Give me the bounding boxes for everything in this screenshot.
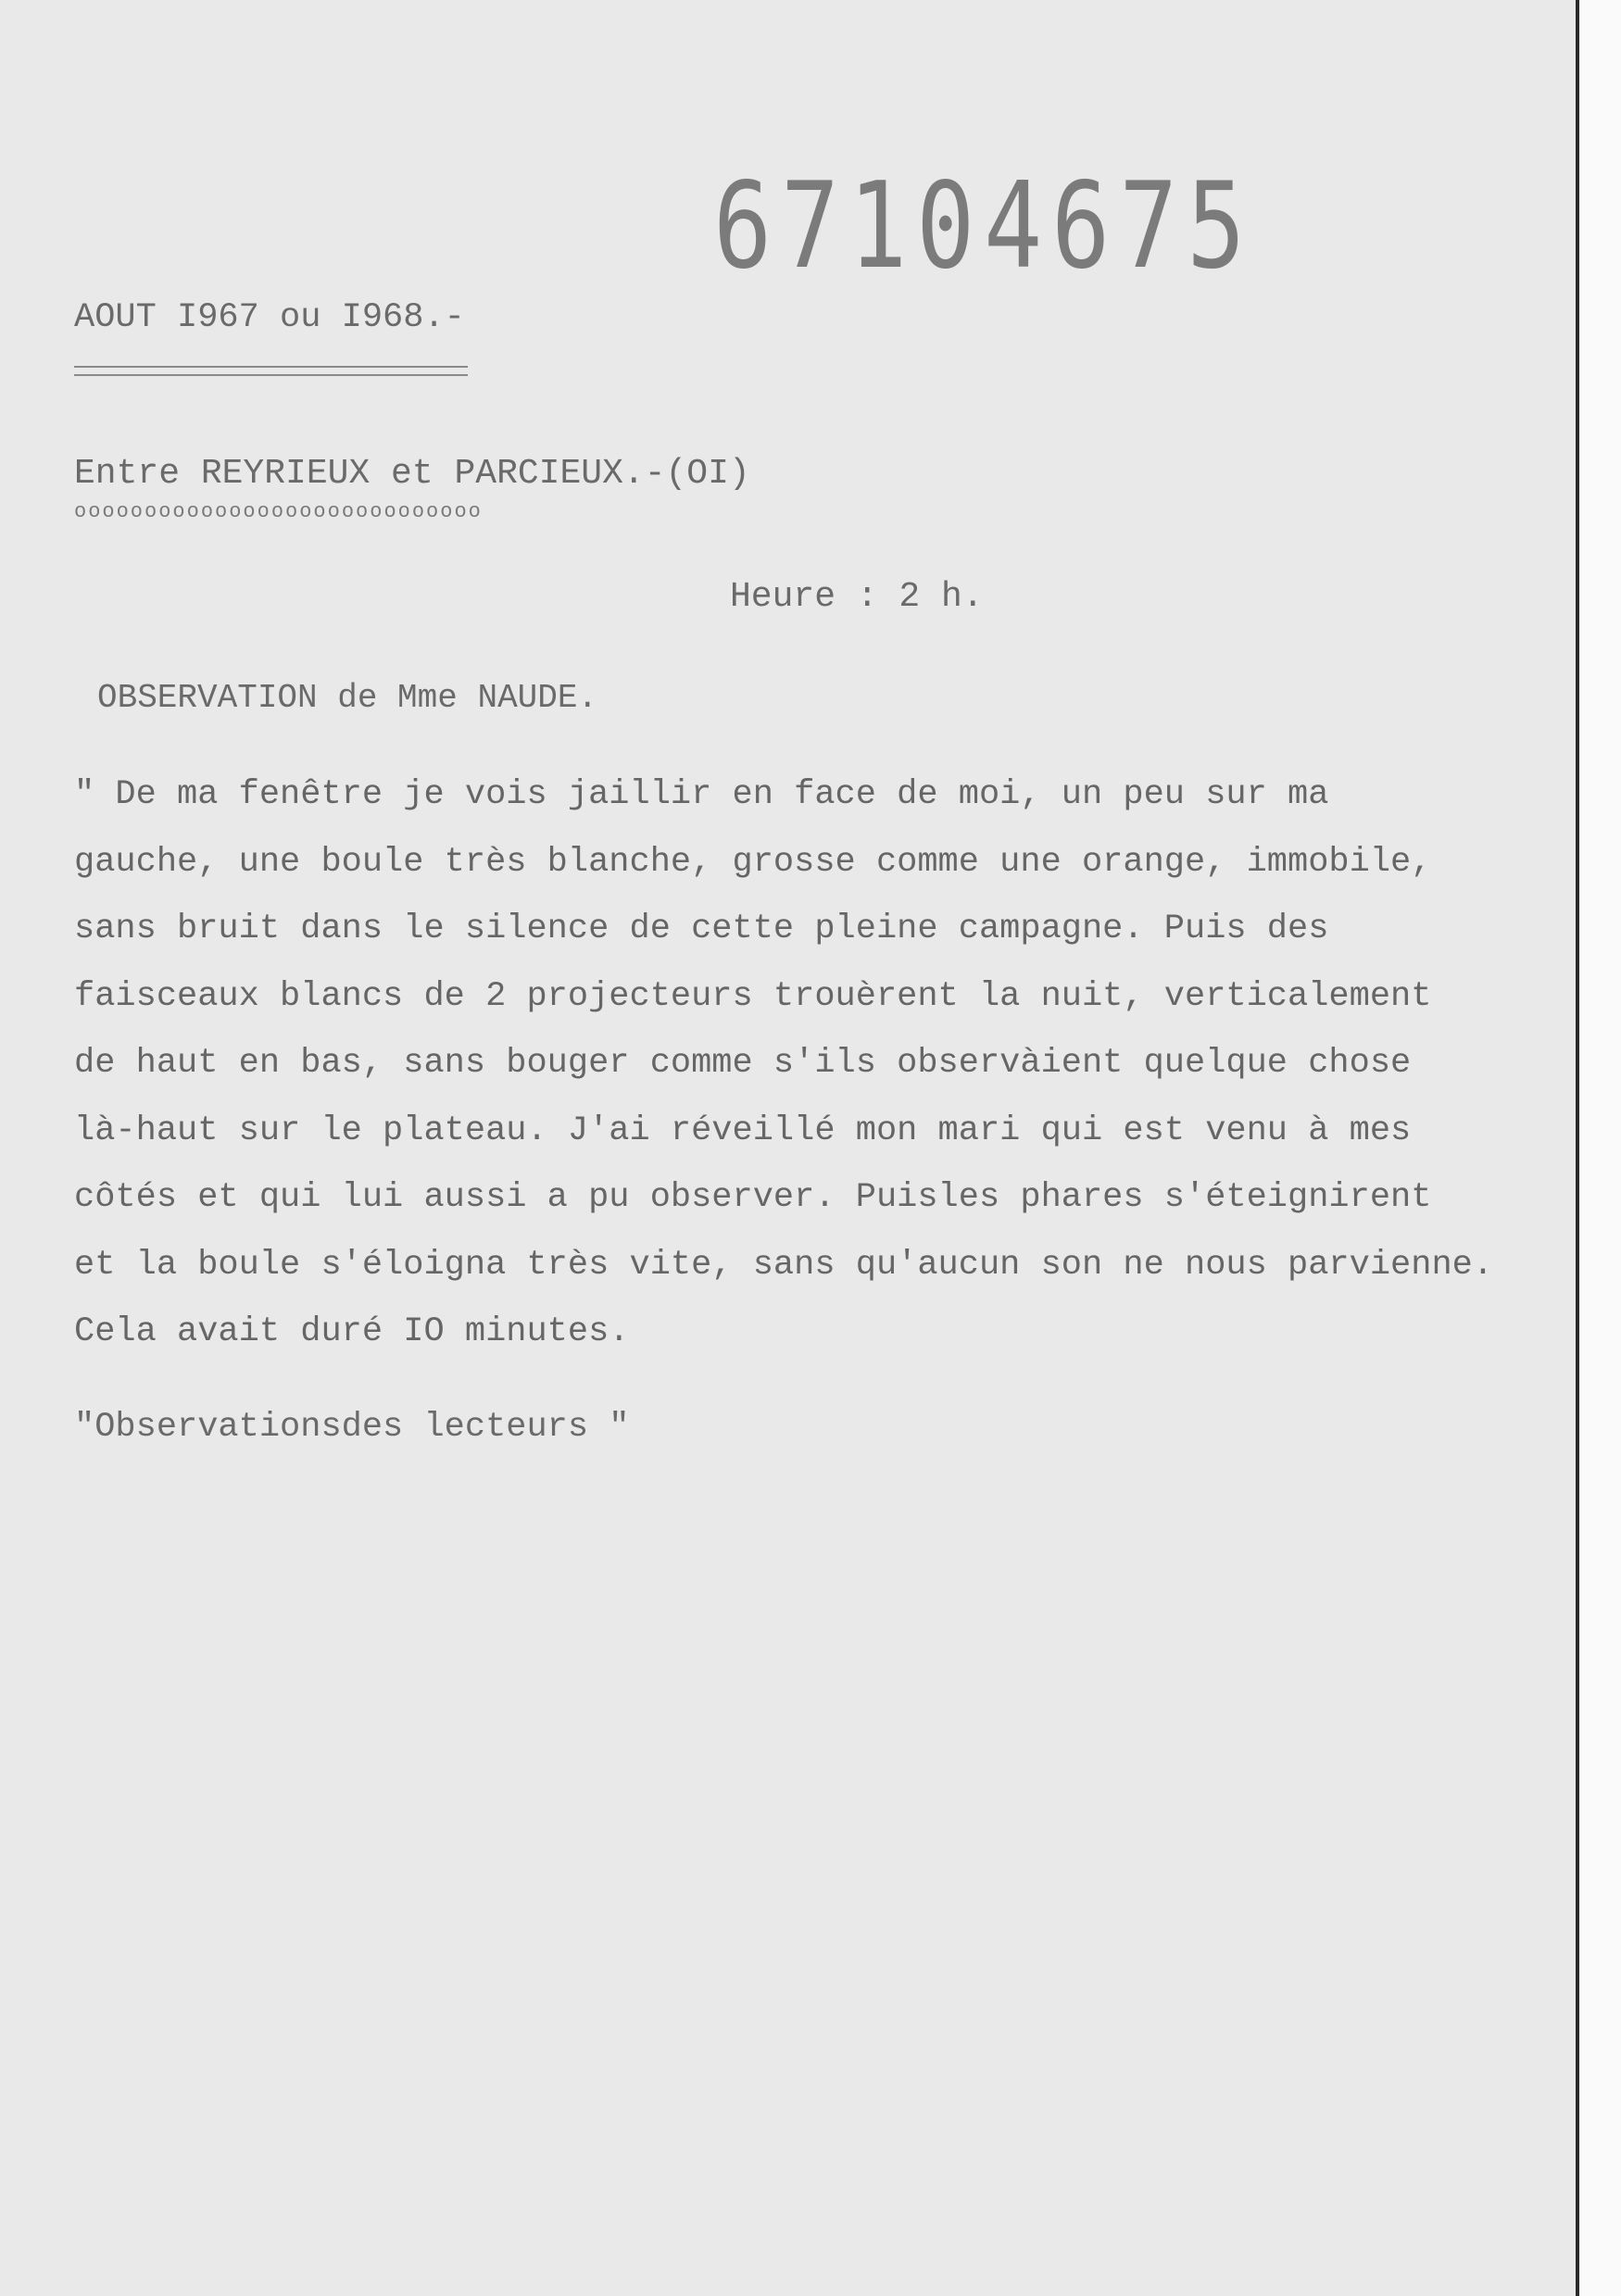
location-circle-underline: ooooooooooooooooooooooooooooo bbox=[74, 500, 483, 523]
paragraph-line: Cela avait duré IO minutes. bbox=[74, 1312, 630, 1351]
date-double-underline bbox=[74, 366, 468, 376]
paragraph-line: " De ma fenêtre je vois jaillir en face de moi, un peu sur ma bbox=[74, 775, 1329, 814]
hour-line: Heure : 2 h. bbox=[730, 577, 984, 617]
source-credit: "Observationsdes lecteurs " bbox=[74, 1408, 630, 1447]
date-heading: AOUT I967 ou I968.- bbox=[74, 298, 465, 337]
document-number: 67104675 bbox=[713, 157, 1255, 295]
paragraph-line: et la boule s'éloigna très vite, sans qu'aucun son ne nous parvienne. bbox=[74, 1245, 1494, 1285]
scan-margin bbox=[1579, 0, 1621, 2296]
observation-title: OBSERVATION de Mme NAUDE. bbox=[97, 679, 598, 717]
paragraph-line: sans bruit dans le silence de cette pleine campagne. Puis des bbox=[74, 910, 1329, 948]
observation-paragraph bbox=[74, 761, 1593, 1366]
paragraph-line: côtés et qui lui aussi a pu observer. Puisles phares s'éteignirent bbox=[74, 1178, 1432, 1217]
paragraph-line: gauche, une boule très blanche, grosse comme une orange, immobile, bbox=[74, 842, 1432, 882]
location-heading: Entre REYRIEUX et PARCIEUX.-(OI) bbox=[74, 454, 750, 494]
paragraph-line: là-haut sur le plateau. J'ai réveillé mon mari qui est venu à mes bbox=[74, 1110, 1412, 1150]
paragraph-line: de haut en bas, sans bouger comme s'ils observàient quelque chose bbox=[74, 1044, 1412, 1083]
paragraph-line: faisceaux blancs de 2 projecteurs trouèrent la nuit, verticalement bbox=[74, 976, 1432, 1016]
